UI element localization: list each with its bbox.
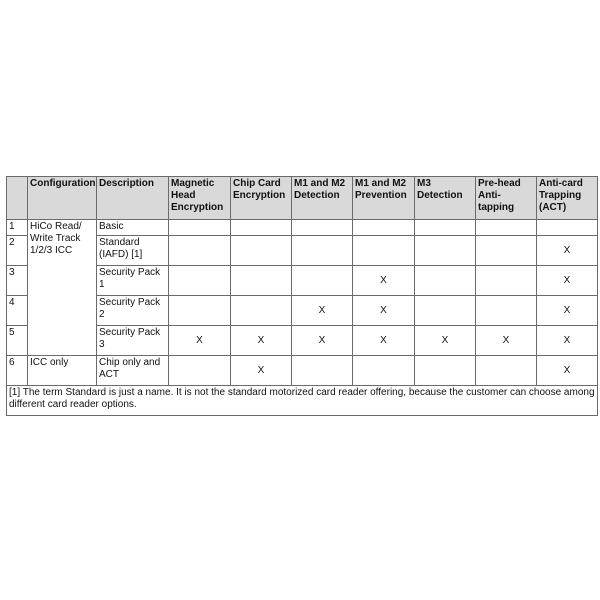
mark-cell — [476, 296, 537, 326]
header-m1-m2-detection: M1 and M2 Detection — [292, 177, 353, 220]
description-cell: Security Pack 1 — [97, 266, 169, 296]
mark-cell — [231, 236, 292, 266]
footnote-row — [7, 386, 598, 416]
mark-cell — [353, 356, 415, 386]
description-cell: Security Pack 2 — [97, 296, 169, 326]
mark-cell — [169, 356, 231, 386]
mark-cell — [292, 356, 353, 386]
mark-cell — [292, 220, 353, 236]
mark-cell: X — [292, 296, 353, 326]
mark-cell: X — [353, 266, 415, 296]
mark-cell — [415, 220, 476, 236]
table-row — [7, 356, 598, 386]
header-row — [7, 177, 598, 220]
mark-cell — [415, 236, 476, 266]
mark-cell — [476, 266, 537, 296]
description-cell: Standard (IAFD) [1] — [97, 236, 169, 266]
description-cell: Chip only and ACT — [97, 356, 169, 386]
header-anti-card-trapping: Anti-card Trapping (ACT) — [537, 177, 598, 220]
mark-cell — [169, 220, 231, 236]
mark-cell: X — [353, 296, 415, 326]
mark-cell — [231, 220, 292, 236]
row-number: 4 — [7, 296, 28, 326]
table-row — [7, 220, 598, 236]
description-cell: Basic — [97, 220, 169, 236]
mark-cell: X — [292, 326, 353, 356]
row-number: 1 — [7, 220, 28, 236]
header-m1-m2-prevention: M1 and M2 Prevention — [353, 177, 415, 220]
mark-cell: X — [353, 326, 415, 356]
configuration-cell: HiCo Read/ Write Track 1/2/3 ICC — [28, 220, 97, 356]
header-magnetic-head-encryption: Magnetic Head Encryption — [169, 177, 231, 220]
mark-cell — [169, 266, 231, 296]
feature-table — [6, 176, 598, 416]
mark-cell — [169, 236, 231, 266]
header-m3-detection: M3 Detection — [415, 177, 476, 220]
row-number: 2 — [7, 236, 28, 266]
mark-cell: X — [537, 326, 598, 356]
mark-cell: X — [537, 356, 598, 386]
header-description: Description — [97, 177, 169, 220]
description-cell: Security Pack 3 — [97, 326, 169, 356]
mark-cell — [537, 220, 598, 236]
mark-cell — [476, 356, 537, 386]
mark-cell — [476, 220, 537, 236]
mark-cell — [292, 236, 353, 266]
header-num — [7, 177, 28, 220]
header-configuration: Configuration — [28, 177, 97, 220]
mark-cell — [415, 296, 476, 326]
mark-cell: X — [169, 326, 231, 356]
mark-cell: X — [476, 326, 537, 356]
mark-cell — [353, 236, 415, 266]
header-chip-card-encryption: Chip Card Encryption — [231, 177, 292, 220]
mark-cell: X — [231, 356, 292, 386]
mark-cell: X — [537, 236, 598, 266]
mark-cell — [231, 296, 292, 326]
mark-cell: X — [415, 326, 476, 356]
mark-cell — [415, 266, 476, 296]
mark-cell: X — [537, 266, 598, 296]
header-pre-head-anti-tapping: Pre-head Anti-tapping — [476, 177, 537, 220]
mark-cell — [353, 220, 415, 236]
mark-cell — [169, 296, 231, 326]
mark-cell: X — [537, 296, 598, 326]
mark-cell — [415, 356, 476, 386]
row-number: 3 — [7, 266, 28, 296]
configuration-cell: ICC only — [28, 356, 97, 386]
mark-cell — [231, 266, 292, 296]
row-number: 6 — [7, 356, 28, 386]
mark-cell — [476, 236, 537, 266]
footnote: [1] The term Standard is just a name. It is not the standard motorized card reader offering, because the customer can choose among different card reader options. — [7, 386, 598, 416]
row-number: 5 — [7, 326, 28, 356]
mark-cell — [292, 266, 353, 296]
mark-cell: X — [231, 326, 292, 356]
